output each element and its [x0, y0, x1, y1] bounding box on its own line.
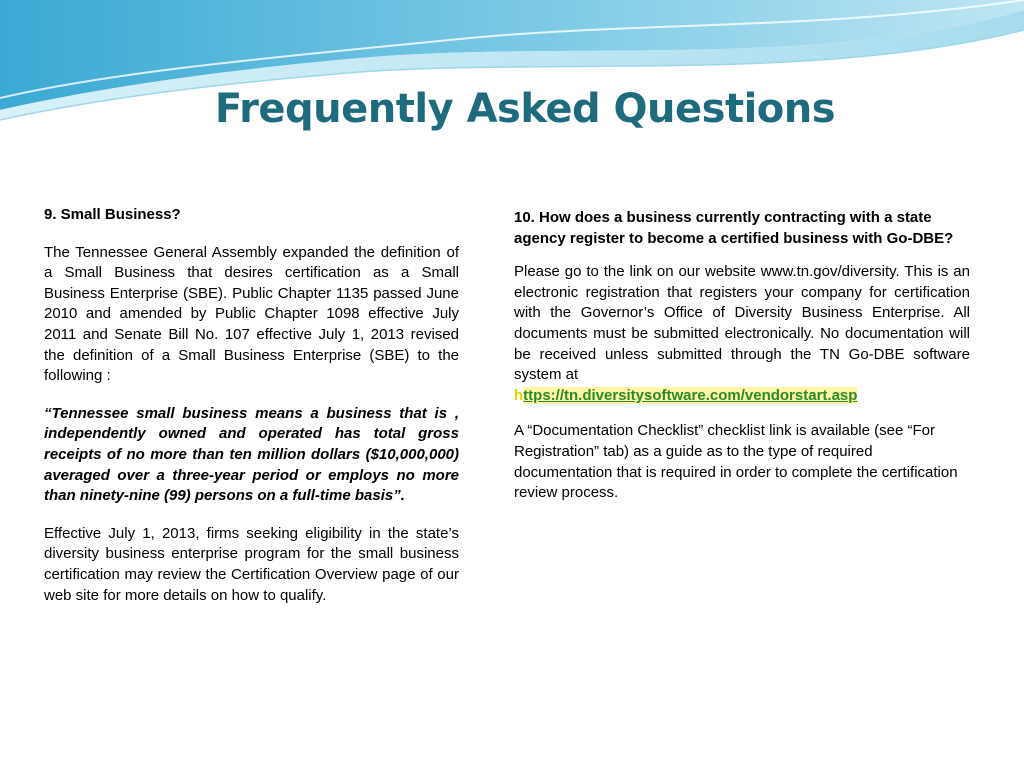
- link-prefix: h: [514, 386, 524, 404]
- question-9-paragraph-1: The Tennessee General Assembly expanded the definition of a Small Business that desires certification as a Small Business Enterprise (SBE). Public Chapter 1135 passed June 2010 and amended by Public Chapter 1098 effective July 2011 and Senate Bill No. 107 effective July 1, 2013 revised the definition of a Small Business Enterprise (SBE) to the following :: [44, 243, 459, 385]
- question-9-heading: 9. Small Business?: [44, 206, 181, 223]
- vendor-start-link-row: [514, 386, 970, 407]
- question-10-paragraph-1: Please go to the link on our website www.tn.gov/diversity. This is an electronic registration that registers your company for certification with the Governor’s Office of Diversity Business Enterprise. All documents must be submitted electronically. No documentation will be received unless submitted through the TN Go-DBE software system at: [514, 263, 970, 384]
- faq-right-column: [514, 208, 970, 504]
- question-9-paragraph-2: Effective July 1, 2013, firms seeking eligibility in the state’s diversity business enterprise program for the small business certification may review the Certification Overview page of our web site for more details on how to qualify.: [44, 524, 459, 604]
- faq-left-column: [44, 205, 459, 606]
- question-10-paragraph-2: A “Documentation Checklist” checklist link is available (see “For Registration” tab) as a guide as to the type of required documentation that is required in order to complete the certification review process.: [514, 422, 958, 502]
- slide-title: Frequently Asked Questions: [214, 86, 836, 132]
- vendor-start-link[interactable]: ttps://tn.diversitysoftware.com/vendorstart.asp: [523, 386, 858, 404]
- question-10-heading: 10. How does a business currently contracting with a state agency register to become a certified business with Go-DBE?: [514, 209, 954, 247]
- small-business-definition-quote: “Tennessee small business means a business that is , independently owned and operated has total gross receipts of no more than ten million dollars ($10,000,000) averaged over a three-year period or employs no more than ninety-nine (99) persons on a full-time basis”.: [44, 404, 459, 505]
